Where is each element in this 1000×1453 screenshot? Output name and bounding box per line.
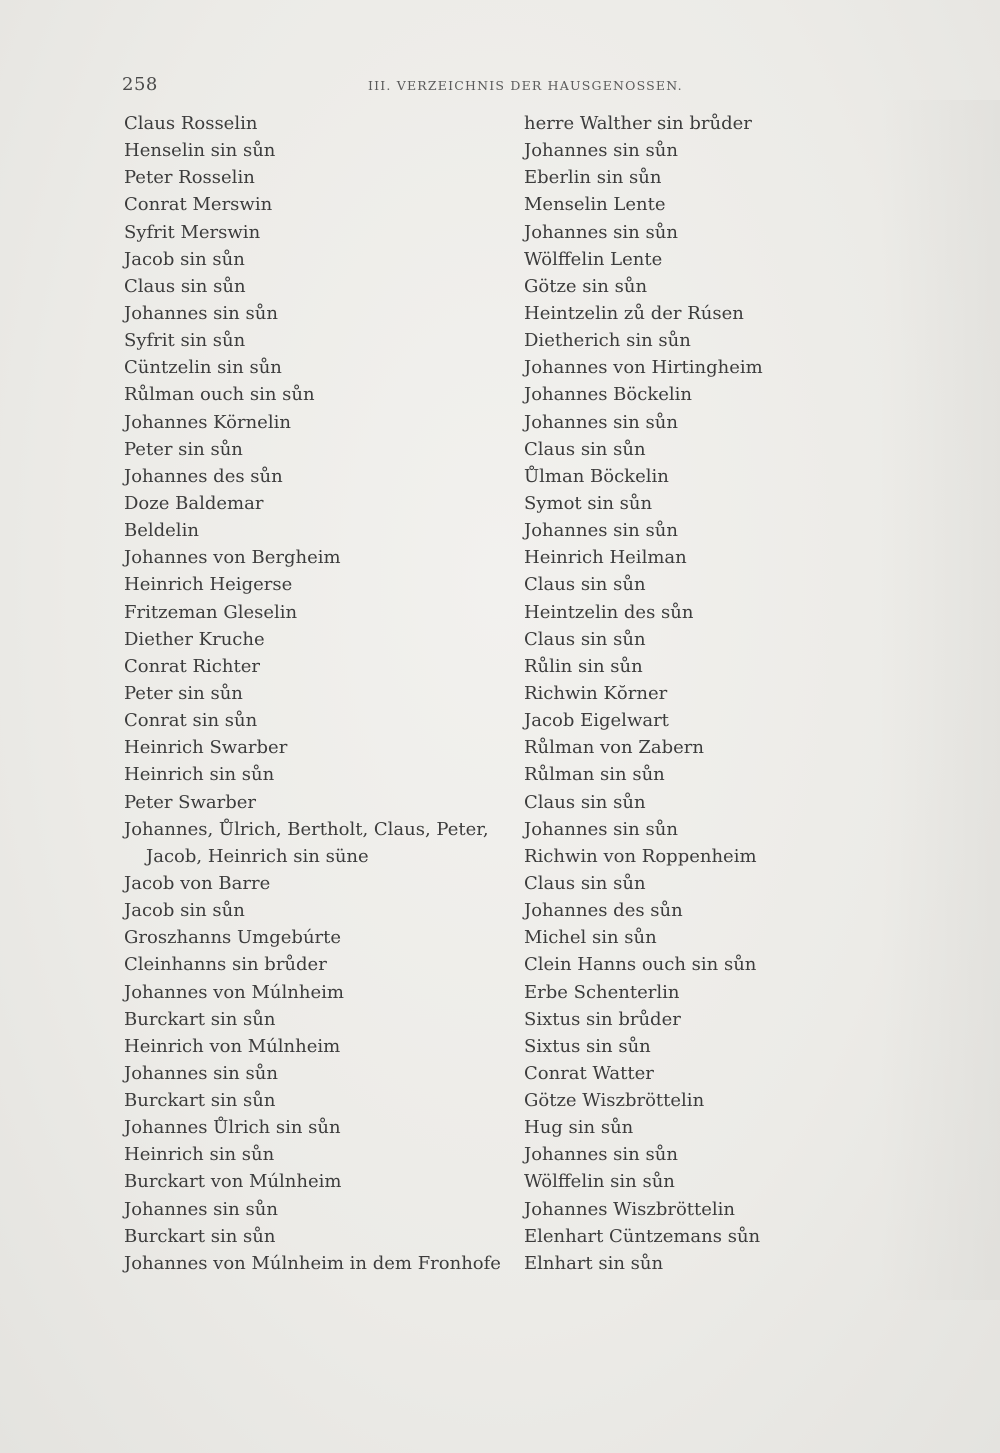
name-entry: Peter Swarber [124,791,257,813]
name-entry: Conrat Watter [524,1062,654,1084]
name-entry: Beldelin [124,520,199,542]
name-entry: Conrat Richter [124,655,260,677]
left-name-column [124,110,519,1277]
name-entry: Johannes des sůn [124,465,283,487]
name-entry: Cleinhanns sin brůder [124,954,327,976]
name-entry: Burckart sin sůn [124,1008,276,1030]
name-entry: Johannes sin sůn [124,302,278,324]
name-entry: Jacob sin sůn [124,900,245,922]
name-entry: Růlman sin sůn [524,764,665,786]
page-number: 258 [122,74,158,95]
name-entry: Heinrich Heigerse [124,574,293,596]
name-entry: Sixtus sin sůn [524,1035,651,1057]
name-entry: Johannes von Múlnheim in dem Fronhofe [124,1252,501,1274]
name-entry: Johannes von Bergheim [124,547,341,569]
name-entry: Hug sin sůn [524,1117,634,1139]
name-entry: Clein Hanns ouch sin sůn [524,954,757,976]
name-entry: Elenhart Cüntzemans sůn [524,1225,761,1247]
name-entry: Jacob Eigelwart [524,710,669,732]
name-entry: Claus sin sůn [524,872,646,894]
name-entry: Groszhanns Umgebúrte [124,927,342,949]
name-entry: Johannes sin sůn [524,1144,678,1166]
name-entry: Johannes sin sůn [524,411,678,433]
name-entry: Burckart sin sůn [124,1090,276,1112]
name-entry: Johannes Böckelin [524,384,692,406]
name-entry: Ůlman Böckelin [524,465,669,487]
name-entry: Johannes Ůlrich sin sůn [124,1117,341,1139]
name-entry: Peter sin sůn [124,438,243,460]
name-entry: Syfrit sin sůn [124,330,246,352]
name-entry: Claus sin sůn [524,438,646,460]
running-head: III. VERZEICHNIS DER HAUSGENOSSEN. [368,78,683,93]
name-entry: Heintzelin zů der Rúsen [524,302,744,324]
bleed-through-shadow [880,100,1000,1300]
name-entry: Conrat Merswin [124,194,273,216]
name-entry: Eberlin sin sůn [524,167,662,189]
name-entry: Richwin von Roppenheim [524,845,757,867]
name-entry: Peter Rosselin [124,167,255,189]
name-entry: Heinrich von Múlnheim [124,1035,341,1057]
name-entry: Claus sin sůn [524,574,646,596]
name-entry: Elnhart sin sůn [524,1252,664,1274]
page-header [122,74,882,98]
name-entry: Erbe Schenterlin [524,981,680,1003]
name-entry: Johannes sin sůn [524,221,678,243]
name-entry: Burckart von Múlnheim [124,1171,342,1193]
name-entry-continuation: Jacob, Heinrich sin süne [146,845,369,867]
name-entry: herre Walther sin brůder [524,113,752,134]
name-entry: Cüntzelin sin sůn [124,357,282,379]
name-entry: Götze sin sůn [524,275,648,297]
name-entry: Claus sin sůn [524,791,646,813]
name-entry: Syfrit Merswin [124,221,261,243]
name-entry: Heintzelin des sůn [524,601,694,623]
name-entry: Wölffelin Lente [524,248,663,270]
name-entry: Peter sin sůn [124,682,243,704]
name-entry: Johannes des sůn [524,900,683,922]
name-entry: Johannes sin sůn [524,520,678,542]
right-name-column [524,110,844,1277]
name-entry: Johannes sin sůn [124,1198,278,1220]
name-entry: Henselin sin sůn [124,140,276,162]
name-entry: Burckart sin sůn [124,1225,276,1247]
name-entry: Fritzeman Gleselin [124,601,298,623]
name-entry: Johannes Körnelin [124,411,291,433]
name-entry: Jacob sin sůn [124,248,245,270]
name-entry: Richwin Kŏrner [524,682,668,704]
name-entry: Johannes Wiszbröttelin [524,1198,736,1220]
name-entry: Johannes sin sůn [524,818,678,840]
name-entry: Dietherich sin sůn [524,330,691,352]
name-entry: Růlin sin sůn [524,655,643,677]
name-entry: Conrat sin sůn [124,710,258,732]
name-entry: Doze Baldemar [124,492,264,514]
name-entry: Johannes sin sůn [124,1062,278,1084]
name-entry: Jacob von Barre [124,872,271,894]
name-entry: Michel sin sůn [524,927,657,949]
name-entry: Heinrich sin sůn [124,764,275,786]
name-entry: Claus sin sůn [124,275,246,297]
name-entry: Růlman von Zabern [524,737,704,759]
name-entry: Heinrich sin sůn [124,1144,275,1166]
name-entry: Claus sin sůn [524,628,646,650]
name-entry: Wölffelin sin sůn [524,1171,675,1193]
name-entry: Johannes sin sůn [524,140,678,162]
name-entry: Růlman ouch sin sůn [124,384,315,406]
name-entry: Claus Rosselin [124,113,258,134]
name-entry: Menselin Lente [524,194,666,216]
name-entry: Johannes von Hirtingheim [524,357,763,379]
name-entry: Heinrich Heilman [524,547,687,569]
name-entry: Diether Kruche [124,628,265,650]
name-entry: Götze Wiszbröttelin [524,1090,705,1112]
name-entry: Johannes, Ůlrich, Bertholt, Claus, Peter, [124,818,489,840]
name-entry: Heinrich Swarber [124,737,288,759]
name-entry: Symot sin sůn [524,492,653,514]
name-entry: Johannes von Múlnheim [124,981,344,1003]
name-entry: Sixtus sin brůder [524,1008,681,1030]
